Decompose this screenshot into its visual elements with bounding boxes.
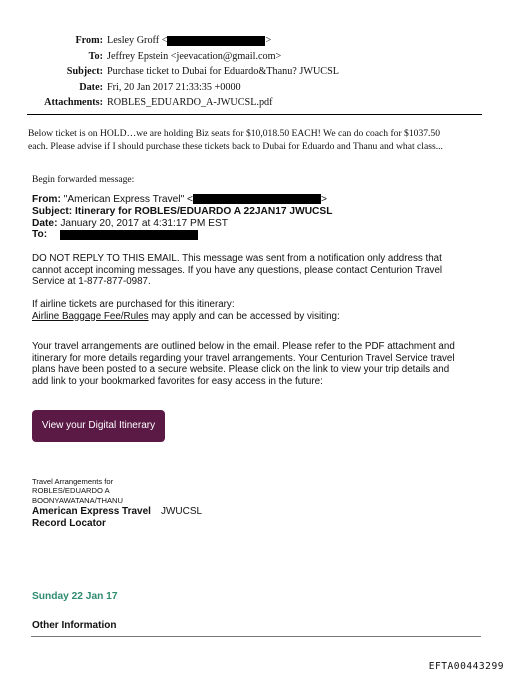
from-label: From: (75, 35, 103, 46)
traveler-name: ROBLES/EDUARDO A (32, 486, 110, 496)
baggage-line: may apply and can be accessed by visiting: (148, 310, 340, 322)
redaction-bar (60, 230, 198, 240)
email-header (0, 33, 512, 111)
view-digital-itinerary-button[interactable]: View your Digital Itinerary (32, 410, 165, 442)
fwd-from-close: > (320, 194, 327, 205)
fwd-from-label: From: (32, 194, 61, 205)
message-line: each. Please advise if I should purchase these tickets back to Dubai for Eduardo and Thanu and what class... (28, 141, 443, 152)
message-line: Below ticket is on HOLD…we are holding Biz seats for $10,018.50 EACH! We can do coach for $1037.50 (28, 128, 441, 139)
trip-date: Sunday 22 Jan 17 (32, 591, 118, 602)
forwarded-header (32, 194, 332, 241)
header-attachments-row (0, 95, 512, 111)
agency-block (32, 506, 202, 529)
arrangements-text (32, 341, 482, 387)
from-close: > (265, 35, 272, 46)
from-value: Lesley Groff < (107, 35, 168, 46)
baggage-info (32, 299, 482, 322)
travel-line: Travel Arrangements for (32, 477, 114, 486)
arrangements-line: Your travel arrangements are outlined below in the email. Please refer to the PDF attachment and (32, 341, 455, 352)
no-reply-notice (32, 253, 482, 288)
travel-arrangements-for (32, 477, 123, 505)
to-value: Jeffrey Epstein <jeevacation@gmail.com> (107, 50, 282, 62)
header-from-row (0, 33, 512, 49)
record-locator-code: JWUCSL (160, 506, 203, 517)
subject-value: Purchase ticket to Dubai for Eduardo&Thanu? JWUCSL (107, 66, 339, 77)
notice-line: cannot accept incoming messages. If you have any questions, please contact Centurion Travel (32, 264, 443, 276)
agency-name: American Express Travel (32, 506, 151, 517)
arrangements-line: add link to your bookmarked favorites for easy access in the future: (32, 375, 323, 387)
fwd-date-label: Date: (32, 217, 58, 229)
attachments-label: Attachments: (44, 97, 103, 108)
fwd-to-label: To: (32, 229, 48, 241)
to-label: To: (88, 50, 103, 62)
attachment-link[interactable]: ROBLES_EDUARDO_A-JWUCSL.pdf (107, 97, 273, 108)
fwd-date-value: January 20, 2017 at 4:31:17 PM EST (60, 217, 228, 229)
fwd-subject-label: Subject: (32, 205, 73, 217)
baggage-line: If airline tickets are purchased for this itinerary: (32, 299, 235, 310)
baggage-fee-link[interactable]: Airline Baggage Fee/Rules (32, 310, 149, 322)
date-value: Fri, 20 Jan 2017 21:33:35 +0000 (107, 81, 241, 93)
header-divider (27, 114, 482, 115)
fwd-from-value: "American Express Travel" < (63, 194, 193, 205)
header-subject-row (0, 64, 512, 80)
notice-line: DO NOT REPLY TO THIS EMAIL. This message was sent from a notification only address that (32, 253, 442, 264)
redaction-bar (167, 36, 265, 46)
forwarded-intro: Begin forwarded message: (32, 174, 135, 185)
other-information-heading: Other Information (32, 620, 117, 631)
bates-number: EFTA00443299 (428, 661, 504, 672)
arrangements-line: plans have been posted to a secure website. Please click on the link to view your trip details and (32, 364, 450, 376)
traveler-name: BOONYAWATANA/THANU (32, 495, 123, 505)
redaction-bar (193, 194, 321, 204)
fwd-subject-value: Itinerary for ROBLES/EDUARDO A 22JAN17 JWUCSL (75, 205, 333, 217)
message-body (28, 127, 483, 153)
header-date-row (0, 80, 512, 96)
header-to-row (0, 49, 512, 65)
notice-line: Service at 1-877-877-0987. (32, 276, 151, 288)
arrangements-line: itinerary for more details regarding your travel arrangements. Your Centurion Travel Service travel (32, 352, 455, 364)
record-locator-label: Record Locator (32, 517, 106, 529)
section-divider (31, 636, 481, 637)
date-label: Date: (79, 81, 103, 93)
subject-label: Subject: (66, 66, 103, 77)
